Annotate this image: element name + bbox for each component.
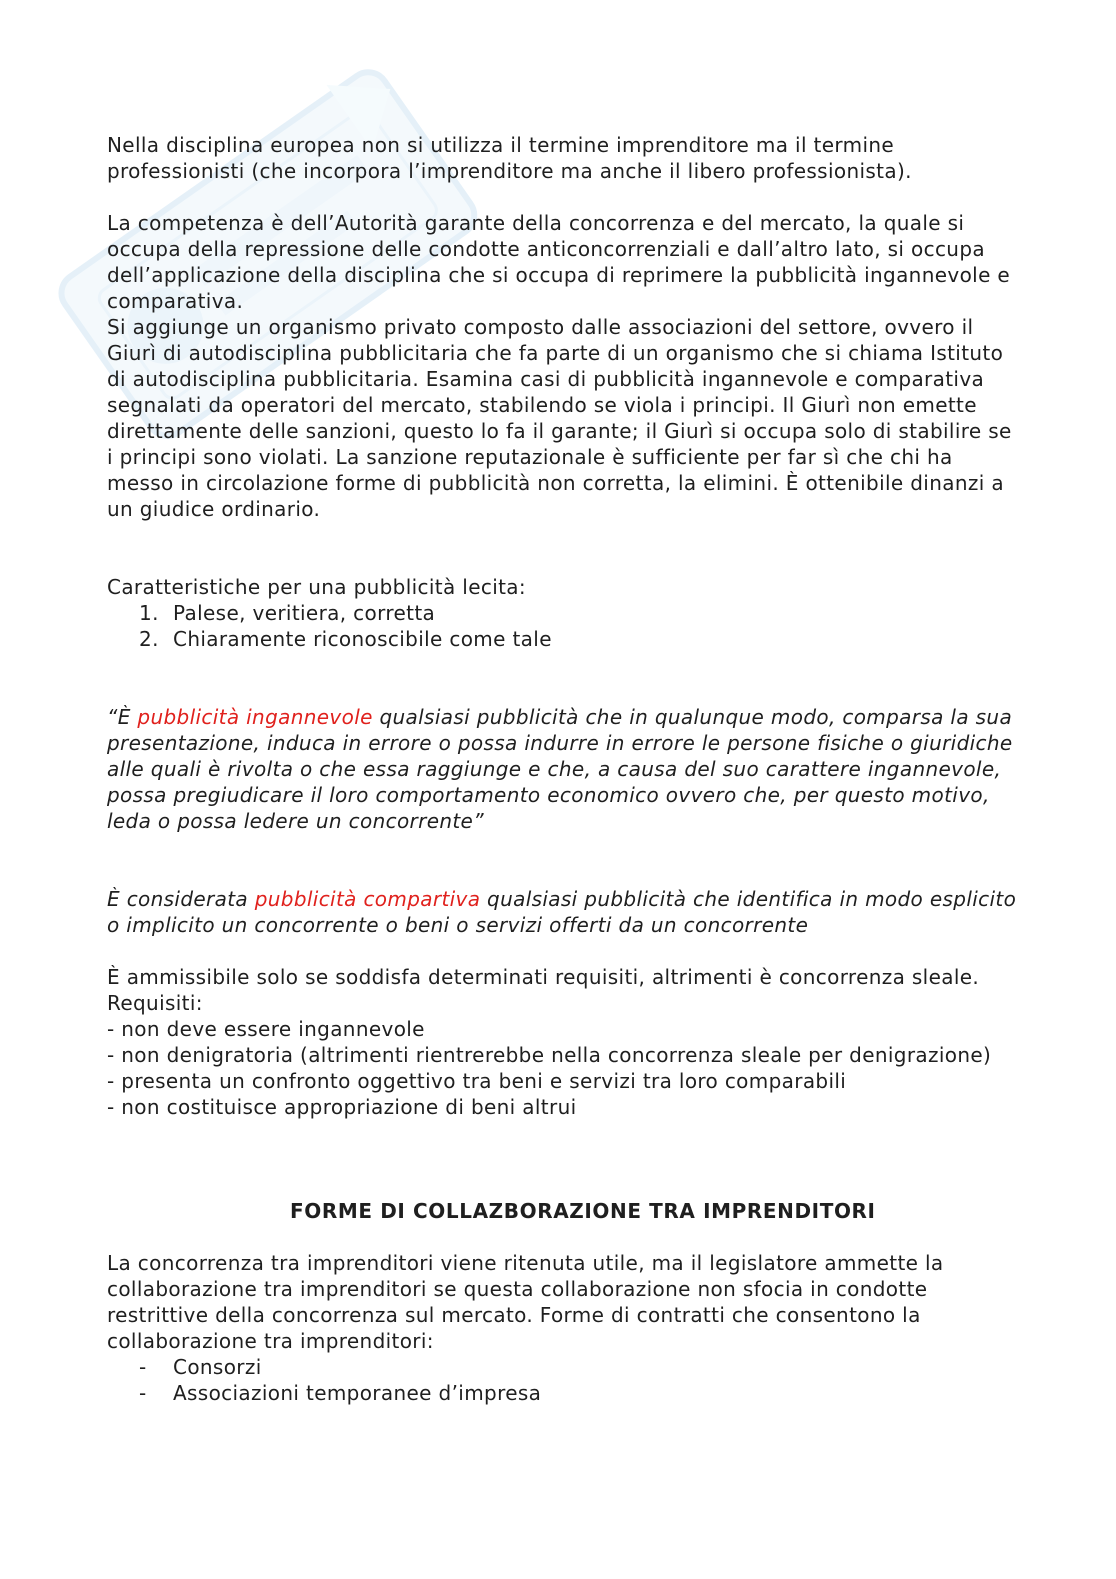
list-item-text: Palese, veritiera, corretta: [173, 601, 436, 625]
paragraph-competenza: La competenza è dell’Autorità garante della concorrenza e del mercato, la quale si occupa della repressione delle condotte anticoncorrenziali e dall’altro lato, si occupa dell’applicazione della disciplina che si occupa di reprimere la pubblicità ingannevole e comparativa.: [107, 211, 1011, 313]
contract-forms-list: [107, 1354, 1017, 1406]
list-marker: 2.: [139, 627, 159, 651]
list-item-text: Associazioni temporanee d’impresa: [173, 1381, 542, 1405]
requisito-item: - presenta un confronto oggettivo tra beni e servizi tra loro comparabili: [107, 1069, 847, 1093]
requisito-item: - non deve essere ingannevole: [107, 1017, 425, 1041]
list-marker: 1.: [139, 601, 159, 625]
list-item-text: Consorzi: [173, 1355, 262, 1379]
list-marker: -: [139, 1355, 147, 1379]
paragraph-disciplina-europea: Nella disciplina europea non si utilizza il termine imprenditore ma il termine professionisti (che incorpora l’imprenditore ma anche il libero professionista).: [107, 133, 912, 183]
section-heading: FORME DI COLLAZBORAZIONE TRA IMPRENDITORI: [290, 1199, 876, 1223]
requisiti-label: Requisiti:: [107, 991, 203, 1015]
definition-rest: qualsiasi pubblicità che identifica in modo esplicito o implicito un concorrente o beni o servizi offerti da un concorrente: [107, 887, 1017, 937]
list-item: [107, 626, 1017, 652]
list-item: [107, 600, 1017, 626]
definition-comparativa: [107, 886, 1017, 938]
document-body: [107, 132, 1017, 1406]
requisito-item: - non costituisce appropriazione di beni altrui: [107, 1095, 577, 1119]
quote-rest: qualsiasi pubblicità che in qualunque modo, comparsa la sua presentazione, induca in errore o possa indurre in errore le persone fisiche o giuridiche alle quali è rivolta o che essa raggiunge e che, a causa del suo carattere ingannevole, possa pregiudicare il loro comportamento economico ovvero che, per questo motivo, leda o possa ledere un concorrente”: [107, 705, 1013, 833]
list-marker: -: [139, 1381, 147, 1405]
term-ingannevole: pubblicità ingannevole: [137, 705, 373, 729]
list-item-text: Chiaramente riconoscibile come tale: [173, 627, 552, 651]
lecita-list: [107, 600, 1017, 652]
list-item: [107, 1354, 1017, 1380]
definition-ingannevole: [107, 704, 1017, 834]
lecita-intro: Caratteristiche per una pubblicità lecita:: [107, 575, 526, 599]
paragraph-giuri: Si aggiunge un organismo privato composto dalle associazioni del settore, ovvero il Giurì di autodisciplina pubblicitaria che fa parte di un organismo che si chiama Istituto di autodisciplina pubblicitaria. Esamina casi di pubblicità ingannevole e comparativa segnalati da operatori del mercato, stabilendo se viola i principi. Il Giurì non emette direttamente delle sanzioni, questo lo fa il garante; il Giurì si occupa solo di stabilire se i principi sono violati. La sanzione reputazionale è sufficiente per far sì che chi ha messo in circolazione forme di pubblicità non corretta, la elimini. È ottenibile dinanzi a un giudice ordinario.: [107, 315, 1012, 521]
requisito-item: - non denigratoria (altrimenti rientrerebbe nella concorrenza sleale per denigrazione): [107, 1043, 992, 1067]
section-body: La concorrenza tra imprenditori viene ritenuta utile, ma il legislatore ammette la collaborazione tra imprenditori se questa collaborazione non sfocia in condotte restrittive della concorrenza sul mercato. Forme di contratti che consentono la collaborazione tra imprenditori:: [107, 1251, 944, 1353]
requisiti-intro: È ammissibile solo se soddisfa determinati requisiti, altrimenti è concorrenza sleale.: [107, 965, 980, 989]
term-comparativa: pubblicità compartiva: [254, 887, 481, 911]
definition-prefix: È considerata: [107, 887, 255, 911]
quote-prefix: “È: [107, 705, 138, 729]
list-item: [107, 1380, 1017, 1406]
